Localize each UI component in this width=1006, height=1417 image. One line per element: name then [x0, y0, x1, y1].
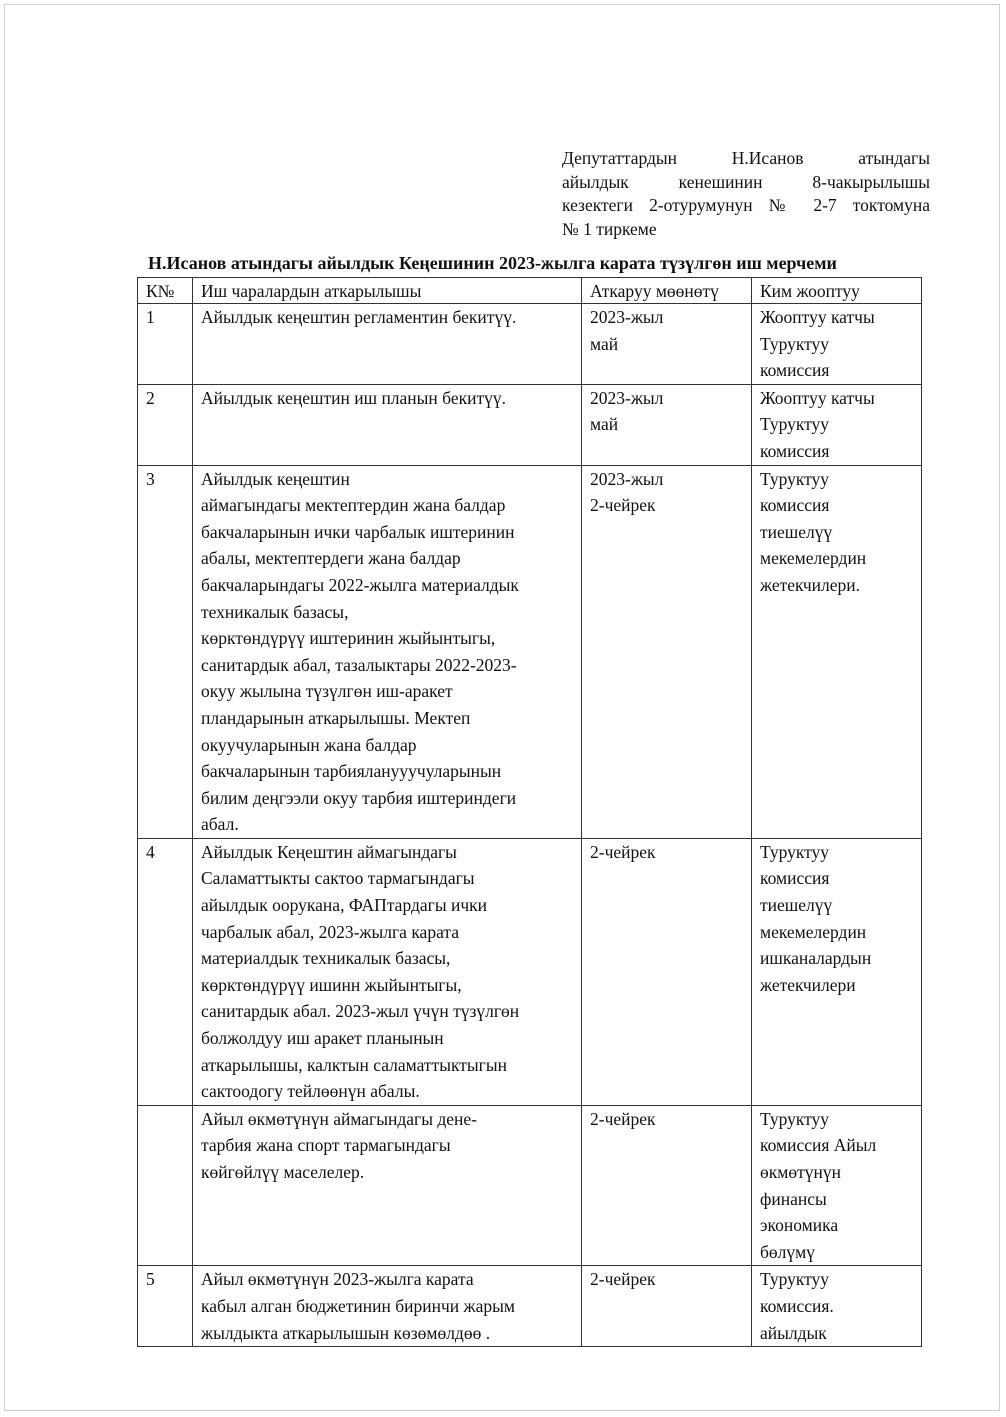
- row-term: 2023-жыл май: [582, 384, 752, 465]
- row-number: 5: [138, 1266, 193, 1347]
- row-responsible: Туруктуу комиссия тиешелүү мекемелердин ишканалардын жетекчилери: [752, 838, 922, 1105]
- row-number: 3: [138, 465, 193, 838]
- row-responsible: Жооптуу катчы Туруктуу комиссия: [752, 384, 922, 465]
- row-number: 4: [138, 838, 193, 1105]
- row-number: [138, 1105, 193, 1266]
- row-task: Айылдык кеңештин аймагындагы мектептердин жана балдар бакчаларынын ички чарбалык иштеринин абалы, мектептердеги жана балдар бакчаларындагы 2022-жылга материалдык техникалык базасы, көрктөндүрүү иштеринин жыйынтыгы, санитардык абал, тазалыктары 2022-2023- окуу жылына түзүлгөн иш-аракет пландарынын аткарылышы. Мектеп окуучуларынын жана балдар бакчаларынын тарбияланууучуларынын билим деңгээли окуу тарбия иштериндеги абал.: [193, 465, 582, 838]
- column-header-task: Иш чаралардын аткарылышы: [193, 278, 582, 304]
- row-term: 2-чейрек: [582, 1266, 752, 1347]
- appendix-note-line: № 1 тиркеме: [562, 218, 657, 239]
- row-responsible: Туруктуу комиссия Айыл өкмөтүнүн финансы экономика бөлүмү: [752, 1105, 922, 1266]
- document-title: Н.Исанов атындагы айылдык Кеңешинин 2023-жылга карата түзүлгөн иш мерчеми: [148, 253, 837, 273]
- appendix-note-line: Депутаттардын Н.Исанов атындагы: [562, 148, 930, 168]
- table-row: [138, 1266, 922, 1347]
- table-row: [138, 838, 922, 1105]
- table-row: [138, 304, 922, 385]
- row-number: 1: [138, 304, 193, 385]
- row-task: Айылдык кеңештин регламентин бекитүү.: [193, 304, 582, 385]
- appendix-note: [562, 147, 930, 241]
- row-task: Айылдык Кеңештин аймагындагы Саламаттыкты сактоо тармагындагы айылдык оорукана, ФАПтардагы ички чарбалык абал, 2023-жылга карата материалдык техникалык базасы, көрктөндүрүү ишинн жыйынтыгы, санитардык абал. 2023-жыл үчүн түзүлгөн болжолдуу иш аракет планынын аткарылышы, калктын саламаттыктыгын сактоодогу тейлөөнүн абалы.: [193, 838, 582, 1105]
- column-header-term: Аткаруу мөөнөтү: [582, 278, 752, 304]
- appendix-note-line: кезектеги 2-отурумунун № 2-7 токтомуна: [562, 195, 930, 215]
- appendix-note-line: айылдык кенешинин 8-чакырылышы: [562, 171, 930, 192]
- table-row: [138, 465, 922, 838]
- table-header-row: [138, 278, 922, 304]
- row-task: Айыл өкмөтүнүн аймагындагы дене- тарбия жана спорт тармагындагы көйгөйлүү маселелер.: [193, 1105, 582, 1266]
- table-row: [138, 1105, 922, 1266]
- row-number: 2: [138, 384, 193, 465]
- column-header-responsible: Ким жооптуу: [752, 278, 922, 304]
- row-term: 2023-жыл май: [582, 304, 752, 385]
- row-term: 2023-жыл 2-чейрек: [582, 465, 752, 838]
- work-plan-table: [137, 277, 922, 1347]
- column-header-number: К№: [138, 278, 193, 304]
- row-task: Айылдык кеңештин иш планын бекитүү.: [193, 384, 582, 465]
- row-term: 2-чейрек: [582, 1105, 752, 1266]
- row-task: Айыл өкмөтүнүн 2023-жылга карата кабыл алган бюджетинин биринчи жарым жылдыкта аткарылышын көзөмөлдөө .: [193, 1266, 582, 1347]
- row-responsible: Туруктуу комиссия. айылдык: [752, 1266, 922, 1347]
- row-responsible: Туруктуу комиссия тиешелүү мекемелердин жетекчилери.: [752, 465, 922, 838]
- row-term: 2-чейрек: [582, 838, 752, 1105]
- row-responsible: Жооптуу катчы Туруктуу комиссия: [752, 304, 922, 385]
- table-row: [138, 384, 922, 465]
